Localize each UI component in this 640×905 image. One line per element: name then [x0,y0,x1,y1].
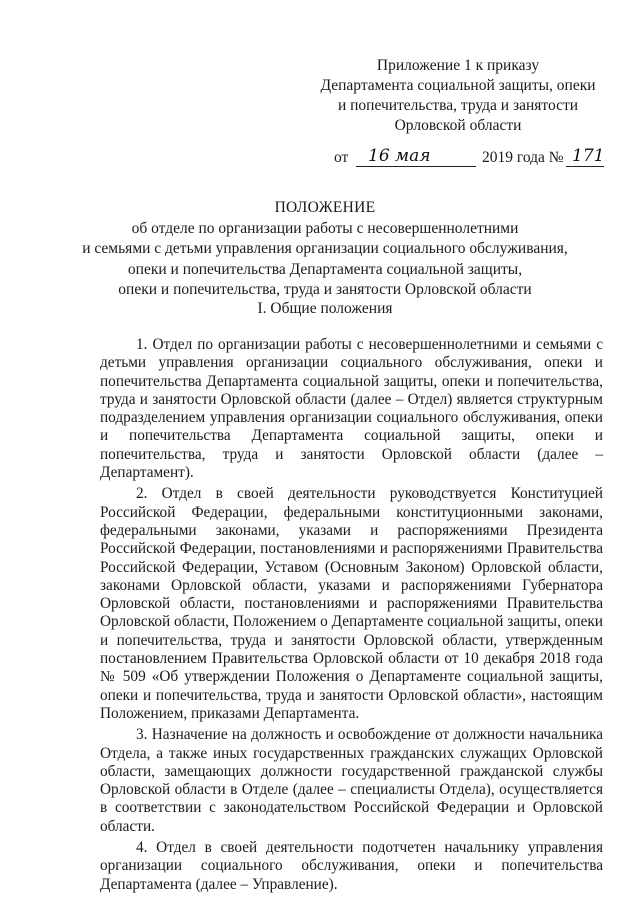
date-blank-line [356,166,476,167]
title-line-1: об отделе по организации работы с несовершеннолетними [131,219,519,237]
document-title [40,198,610,301]
annex-line-2: Департамента социальной защиты, опеки [320,77,596,94]
handwritten-number: 171 [572,146,605,166]
title-line-2: и семьями с детьми управления организации социального обслуживания, [82,240,568,257]
annex-block [318,56,598,136]
handwritten-date: 16 мая [368,146,431,166]
paragraph-3: 3. Назначение на должность и освобождение от должности начальника Отдела, а также иных государственных гражданских служащих Орловской области, замещающих должности государственной гражданской службы Орловской области в Отделе (далее – специалисты Отдела), осуществляется в соответствии с законодательством Российской Федерации и Орловской области. [100,726,603,835]
body-text [100,336,603,894]
date-prefix: от [334,149,349,166]
annex-line-4: Орловской области [394,117,522,134]
title-line-4: опеки и попечительства, труда и занятости Орловской области [118,281,532,298]
number-blank-line [566,166,604,167]
title-heading: ПОЛОЖЕНИЕ [274,199,376,216]
year-number-label: 2019 года № [482,149,564,166]
annex-line-3: и попечительства, труда и занятости [337,97,579,114]
annex-line-1: Приложение 1 к приказу [376,57,540,74]
title-line-3: опеки и попечительства Департамента социальной защиты, [127,260,523,278]
paragraph-4: 4. Отдел в своей деятельности подотчетен начальнику управления организации социального обслуживания, опеки и попечительства Департамента (далее – Управление). [100,839,603,893]
paragraph-2: 2. Отдел в своей деятельности руководствуется Конституцией Российской Федерации, федеральными конституционными законами, федеральными законами, указами и распоряжениями Президента Российской Федерации, постановлениями и распоряжениями Правительства Российской Федерации, Уставом (Основным Законом) Орловской области, законами Орловской области, указами и распоряжениями Губернатора Орловской области, постановлениями и распоряжениями Правительства Орловской области, Положением о Департаменте социальной защиты, опеки и попечительства, труда и занятости Орловской области, утвержденным постановлением Правительства Орловской области от 10 декабря 2018 года № 509 «Об утверждении Положения о Департаменте социальной защиты, опеки и попечительства, труда и занятости Орловской области», настоящим Положением, приказами Департамента. [100,485,603,722]
section-heading: I. Общие положения [257,300,393,317]
order-date-line [334,146,606,172]
paragraph-1: 1. Отдел по организации работы с несовершеннолетними и семьями с детьми управления организации социального обслуживания, опеки и попечительства Департамента социальной защиты, опеки и попечительства, труда и занятости Орловской области (далее – Отдел) является структурным подразделением управления организации социального обслуживания, опеки и попечительства Департамента социальной защиты, опеки и попечительства, труда и занятости Орловской области (далее – Департамент). [100,336,603,482]
